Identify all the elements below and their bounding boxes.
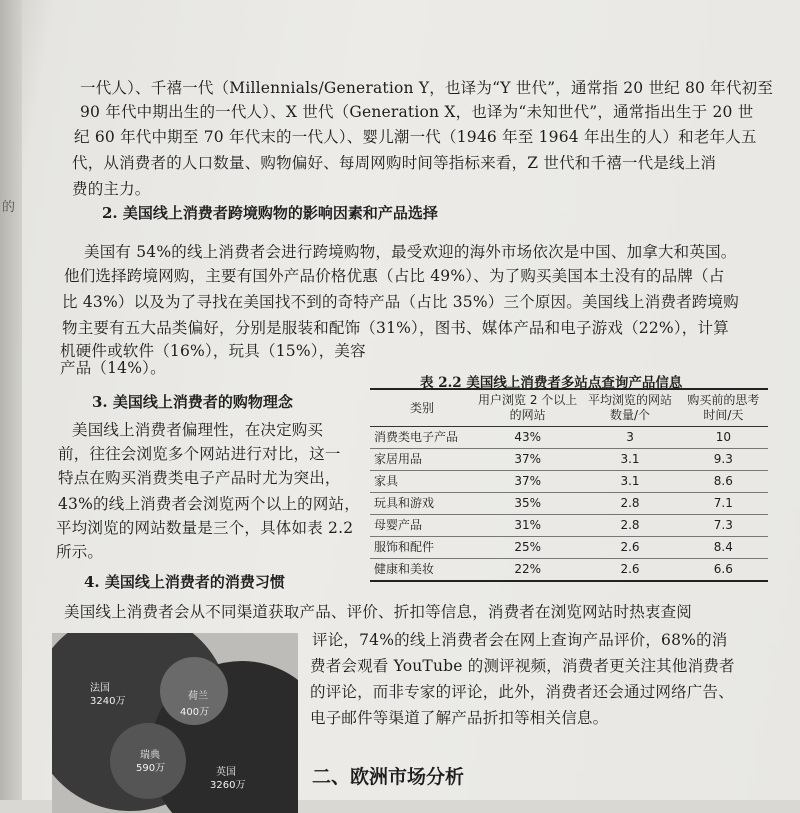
table-cell: 37% [474,449,581,471]
table-title: 表 2.2 美国线上消费者多站点查询产品信息 [420,375,683,391]
paragraph1-line: 代，从消费者的人口数量、购物偏好、每周网购时间等指标来看，Z 世代和千禧一代是线上消 [72,154,717,172]
section-europe-heading: 二、欧洲市场分析 [312,766,465,788]
margin-mark: 的 [2,200,16,215]
table-cell: 37% [474,471,581,493]
table-row [370,427,768,449]
table-header-multi-site: 用户浏览 2 个以上的网站 [474,389,581,427]
table-cell-category: 服饰和配件 [370,537,474,559]
table-row [370,449,768,471]
bubble-value-sweden: 590万 [136,763,166,774]
section2-line: 机硬件或软件（16%），玩具（15%），美容 [60,342,366,360]
table-header-think-time: 购买前的思考时间/天 [679,389,768,427]
table-cell-category: 家居用品 [370,449,474,471]
paragraph1-line: 纪 60 年代中期至 70 年代末的一代人）、婴儿潮一代（1946 年至 1964 年出生的人）和老年人五 [74,128,757,146]
table-cell-category: 健康和美妆 [370,559,474,582]
table-row [370,493,768,515]
table-row [370,537,768,559]
bubble-sweden [110,723,186,799]
table-cell-category: 消费类电子产品 [370,427,474,449]
table-header-row [370,389,768,427]
section4-line: 电子邮件等渠道了解产品折扣等相关信息。 [310,709,609,727]
table-cell: 3.1 [581,449,678,471]
section3-line: 所示。 [56,543,104,561]
table-row [370,515,768,537]
section4-line: 美国线上消费者会从不同渠道获取产品、评价、折扣等信息，消费者在浏览网站时热衷查阅 [64,603,693,621]
table-cell: 7.3 [679,515,768,537]
section3-line: 43%的线上消费者会浏览两个以上的网站， [58,495,360,513]
table-cell: 7.1 [679,493,768,515]
table-header-avg-sites: 平均浏览的网站数量/个 [581,389,678,427]
section2-heading: 2. 美国线上消费者跨境购物的影响因素和产品选择 [102,204,438,222]
bubble-label-uk: 英国 [216,767,236,778]
table-cell: 2.8 [581,493,678,515]
section4-line: 评论，74%的线上消费者会在网上查询产品评价，68%的消 [312,631,728,649]
table-cell: 25% [474,537,581,559]
table-cell: 31% [474,515,581,537]
data-table [370,388,768,582]
section2-line: 物主要有五大品类偏好，分别是服装和配饰（31%），图书、媒体产品和电子游戏（22%），计算 [62,319,729,337]
bubble-figure-svg [52,633,298,813]
table-cell: 2.8 [581,515,678,537]
table-header-category: 类别 [370,389,474,427]
book-spine [0,0,22,800]
table-cell-category: 母婴产品 [370,515,474,537]
table-row [370,471,768,493]
bubble-label-france: 法国 [90,683,110,694]
section2-line: 美国有 54%的线上消费者会进行跨境购物，最受欢迎的海外市场依次是中国、加拿大和英国。 [84,243,737,261]
table-cell: 9.3 [679,449,768,471]
section4-heading: 4. 美国线上消费者的消费习惯 [84,573,285,591]
table-cell: 3.1 [581,471,678,493]
section4-line: 的评论，而非专家的评论，此外，消费者还会通过网络广告、 [310,683,734,701]
table-cell-category: 玩具和游戏 [370,493,474,515]
bubble-value-france: 3240万 [90,696,126,707]
section3-line: 特点在购买消费类电子产品时尤为突出， [58,469,341,487]
table-cell: 10 [679,427,768,449]
bubble-label-netherlands: 荷兰 [188,691,208,702]
table-cell-category: 家具 [370,471,474,493]
paragraph1-line: 90 年代中期出生的一代人）、X 世代（Generation X，也译为“未知世代”，通常指出生于 20 世 [80,103,754,121]
paragraph1-line: 费的主力。 [72,180,151,198]
table-cell: 35% [474,493,581,515]
section3-line: 平均浏览的网站数量是三个，具体如表 2.2 [56,519,354,537]
section4-line: 费者会观看 YouTube 的测评视频，消费者更关注其他消费者 [310,657,735,675]
table-cell: 22% [474,559,581,582]
section2-line: 比 43%）以及为了寻找在美国找不到的奇特产品（占比 35%）三个原因。美国线上消费者跨境购 [62,293,739,311]
section2-line: 他们选择跨境网购，主要有国外产品价格优惠（占比 49%）、为了购买美国本土没有的品牌（占 [64,267,725,285]
table-cell: 43% [474,427,581,449]
bubble-figure [52,633,298,813]
section3-heading: 3. 美国线上消费者的购物理念 [92,393,293,411]
table-cell: 8.4 [679,537,768,559]
table-cell: 8.6 [679,471,768,493]
bubble-value-netherlands: 400万 [180,707,210,718]
table-cell: 3 [581,427,678,449]
bubble-label-sweden: 瑞典 [140,750,160,761]
table-cell: 2.6 [581,559,678,582]
table-row [370,559,768,582]
bubble-value-uk: 3260万 [210,780,246,791]
section3-line: 前，往往会浏览多个网站进行对比，这一 [58,445,341,463]
table-cell: 2.6 [581,537,678,559]
section3-line: 美国线上消费者偏理性，在决定购买 [72,421,324,439]
table-cell: 6.6 [679,559,768,582]
paragraph1-line: 一代人）、千禧一代（Millennials/Generation Y，也译为“Y 世代”，通常指 20 世纪 80 年代初至 [80,79,774,97]
section2-line: 产品（14%）。 [60,359,166,377]
